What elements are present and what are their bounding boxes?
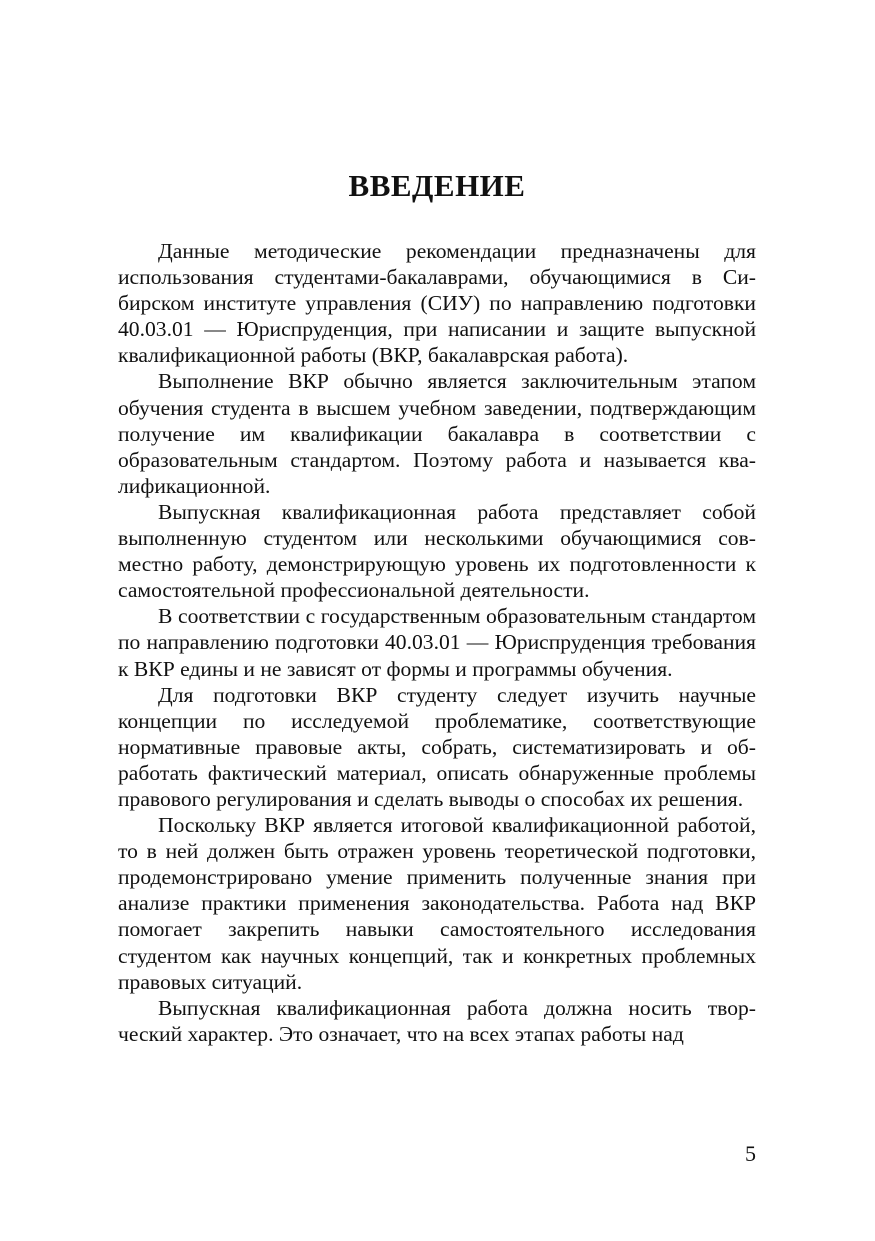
paragraph-4: В соответствии с государственным образовательным стандартом по направлению подготовки 40.03.01 — Юриспруденция требования к ВКР едины и не зависят от формы и программы обучения.	[118, 604, 756, 681]
paragraph-2: Выполнение ВКР обычно является заключительным этапом обучения студента в высшем учебном заведении, подтверждающим получение им квалификации бакалавра в соответствии с образовательным стандартом. Поэтому работа и называется квалификационной.	[118, 369, 756, 498]
page-number: 5	[745, 1141, 756, 1166]
paragraph-1: Данные методические рекомендации предназначены для использования студентами-бакалаврами, обучающимися в Сибирском институте управления (СИУ) по направлению подготовки 40.03.01 — Юриспруденция, при написании и защите выпускной квалификационной работы (ВКР, бакалаврская работа).	[118, 239, 756, 368]
page-title: ВВЕДЕНИЕ	[348, 168, 526, 203]
document-page	[118, 0, 756, 1241]
paragraph-5: Для подготовки ВКР студенту следует изучить научные концепции по исследуемой проблематике, соответствующие нормативные правовые акты, собрать, систематизировать и обработать фактический материал, описать обнаруженные проблемы правового регулирования и сделать выводы о способах их решения.	[118, 682, 756, 811]
body-text	[118, 238, 756, 1047]
paragraph-6: Поскольку ВКР является итоговой квалификационной работой, то в ней должен быть отражен уровень теоретической подготовки, продемонстрировано умение применить полученные знания при анализе практики применения законодательства. Работа над ВКР помогает закрепить навыки самостоятельного исследования студентом как научных концепций, так и конкретных проблемных правовых ситуаций.	[118, 813, 756, 994]
paragraph-7: Выпускная квалификационная работа должна носить творческий характер. Это означает, что на всех этапах работы над	[118, 995, 756, 1046]
paragraph-3: Выпускная квалификационная работа представляет собой выполненную студентом или несколькими обучающимися совместно работу, демонстрирующую уровень их подготовленности к самостоятельной профессиональной деятельности.	[118, 499, 756, 603]
